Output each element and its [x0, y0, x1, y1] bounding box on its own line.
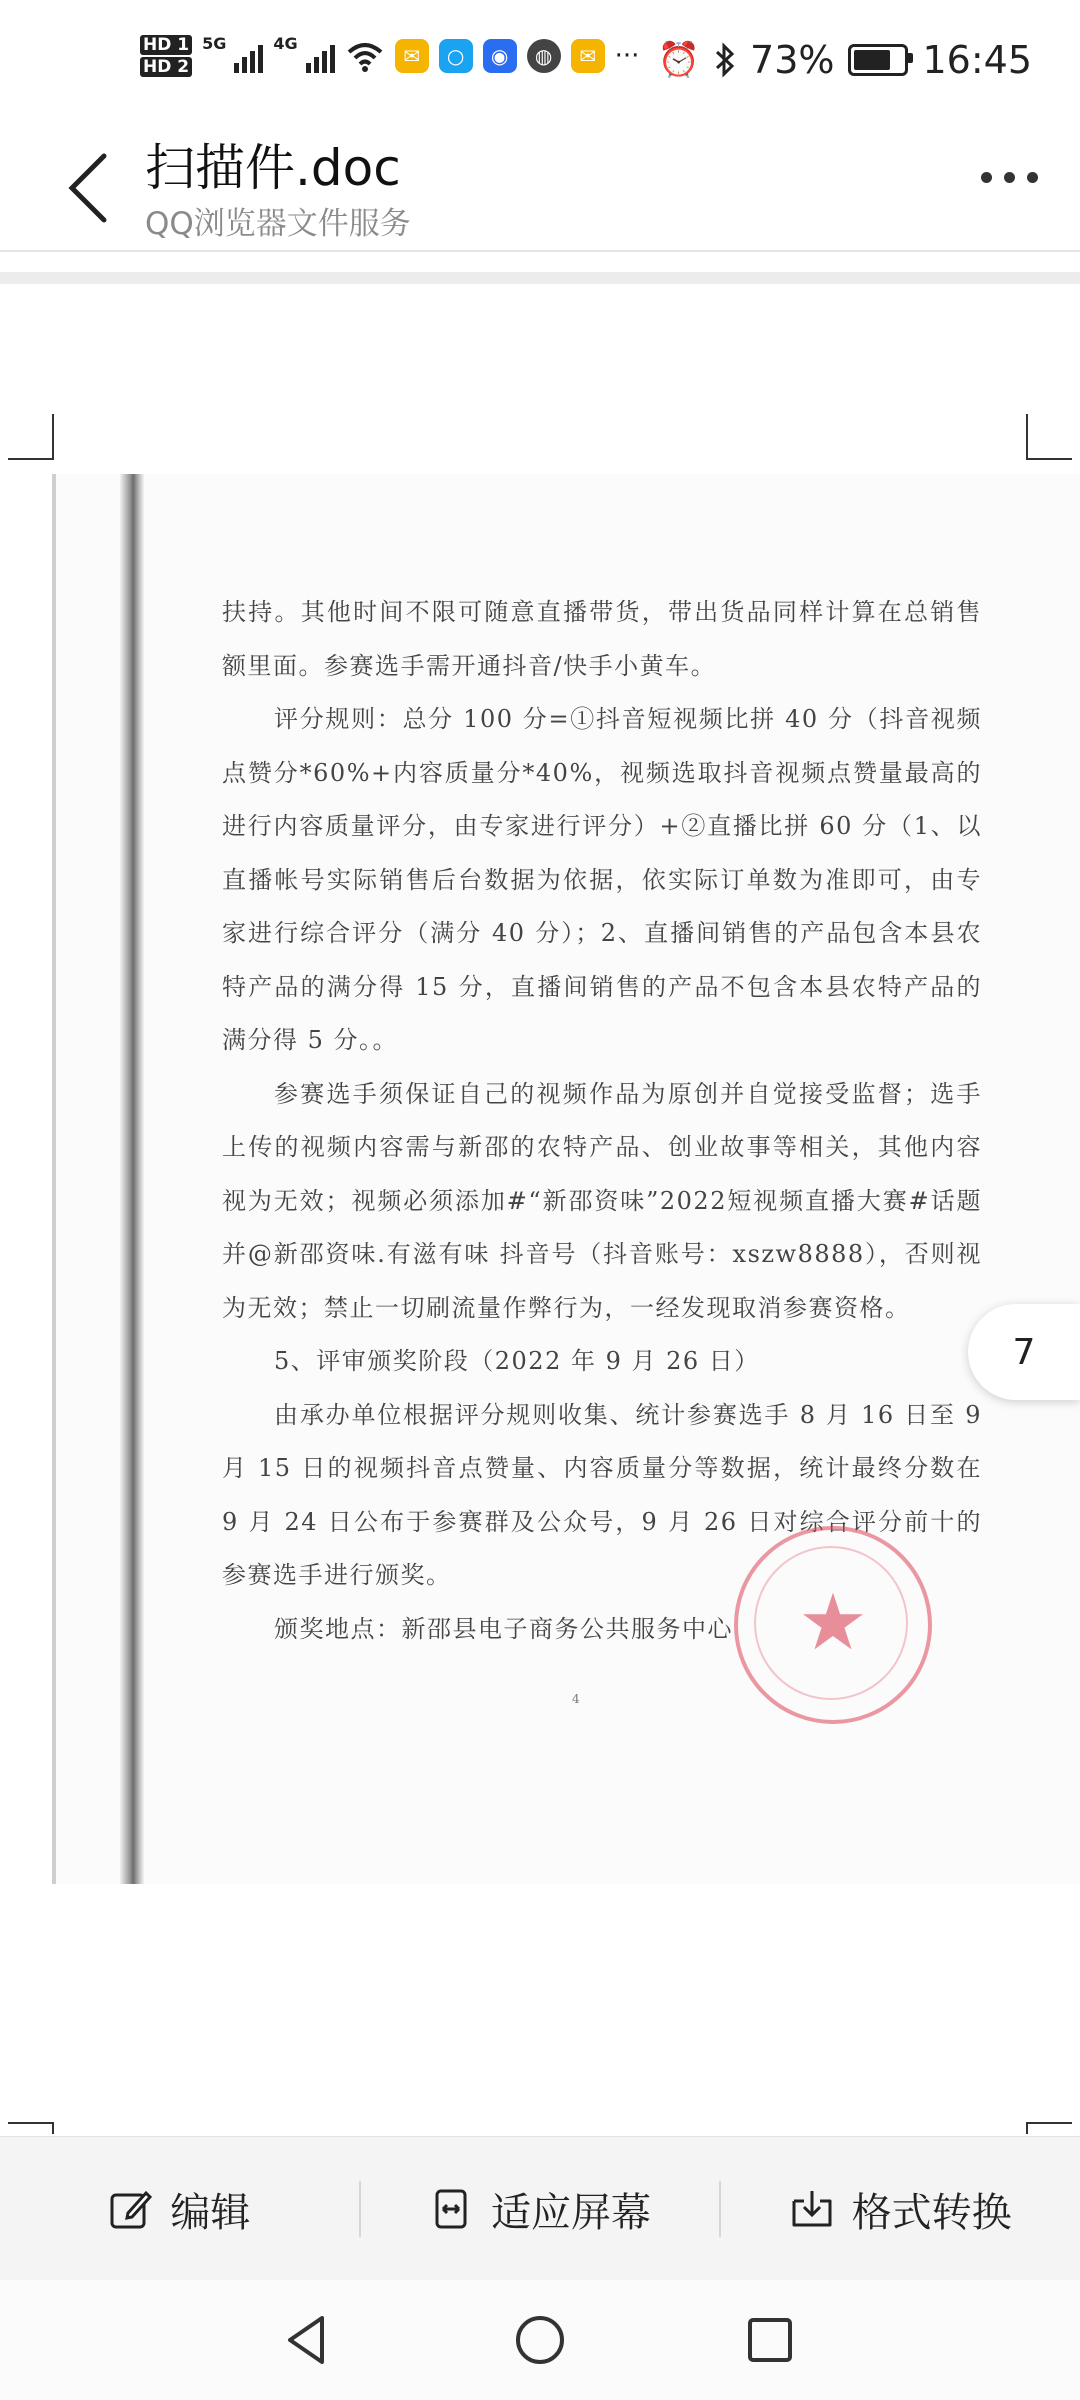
download-convert-icon — [790, 2187, 834, 2231]
mail-icon: ✉ — [571, 39, 605, 73]
fit-screen-icon — [429, 2187, 473, 2231]
page-corner-mark — [1026, 414, 1072, 460]
wifi-icon — [345, 40, 385, 72]
scanned-page — [52, 474, 1080, 1884]
paragraph: 扶持。其他时间不限可随意直播带货，带出货品同样计算在总销售额里面。参赛选手需开通抖音/快手小黄车。 — [222, 598, 982, 680]
hd-indicator — [140, 34, 192, 78]
network-5g-label: 5G — [202, 34, 227, 53]
nav-recents-icon[interactable] — [740, 2310, 800, 2370]
signal-icon — [306, 39, 335, 73]
signal-icon — [234, 39, 263, 73]
app-header — [0, 120, 1080, 252]
paragraph: 参赛选手须保证自己的视频作品为原创并自觉接受监督；选手上传的视频内容需与新邵的农特产品、创业故事等相关，其他内容视为无效；视频必须添加#“新邵资味”2022短视频直播大赛#话题并@新邵资味.有滋有味 抖音号（抖音账号：xszw8888），否则视为无效；禁止一切刷流量作弊行为，一经发现取消参赛资格。 — [222, 1079, 982, 1322]
bluetooth-icon — [714, 42, 736, 78]
more-options-icon[interactable] — [981, 172, 1038, 183]
fit-screen-label: 适应屏幕 — [491, 2189, 651, 2236]
paragraph: 评分规则：总分 100 分=①抖音短视频比拼 40 分（抖音视频点赞分*60%+内容质量分*40%，视频选取抖音视频点赞量最高的进行内容质量评分，由专家进行评分）+②直播比拼 60 分（1、以直播帐号实际销售后台数据为依据，依实际订单数为准即可，由专家进行综合评分（满分 40 分）；2、直播间销售的产品包含本县农特产品的满分得 15 分，直播间销售的产品不包含本县农特产品的满分得 5 分。。 — [222, 705, 982, 1054]
document-viewer[interactable] — [0, 284, 1080, 2134]
alarm-icon: ⏰ — [657, 40, 701, 80]
fit-screen-button[interactable] — [361, 2137, 720, 2281]
page-number: 4 — [572, 1692, 580, 1706]
paragraph: 由承办单位根据评分规则收集、统计参赛选手 8 月 16 日至 9 月 15 日的视频抖音点赞量、内容质量分等数据，统计最终分数在 9 月 24 日公布于参赛群及公众号，9 月 26 日对综合评分前十的参赛选手进行颁奖。 — [222, 1400, 982, 1589]
system-nav-bar — [0, 2280, 1080, 2400]
document-subtitle: QQ浏览器文件服务 — [145, 206, 411, 242]
edit-button[interactable] — [0, 2137, 359, 2281]
edit-icon — [108, 2187, 152, 2231]
page-corner-mark — [8, 414, 54, 460]
mail-icon: ✉ — [395, 39, 429, 73]
page-corner-mark — [8, 2122, 54, 2134]
document-title: 扫描件.doc — [145, 139, 401, 197]
scan-edge — [52, 474, 56, 1884]
basketball-icon: ◍ — [527, 39, 561, 73]
edit-label: 编辑 — [170, 2189, 251, 2236]
divider — [0, 272, 1080, 284]
status-bar — [0, 0, 1080, 130]
section-heading: 5、评审颁奖阶段（2022 年 9 月 26 日） — [274, 1347, 760, 1375]
back-arrow-icon[interactable] — [62, 148, 122, 228]
hd1-badge: HD 1 — [140, 35, 192, 55]
more-notifications-icon: ··· — [614, 41, 640, 71]
scanned-text — [222, 586, 982, 1656]
battery-percent: 73% — [750, 38, 835, 82]
battery-icon — [848, 44, 908, 76]
bulb-icon: ◉ — [483, 39, 517, 73]
nav-back-icon[interactable] — [278, 2310, 338, 2370]
clock: 16:45 — [922, 38, 1032, 82]
search-app-icon: ○ — [439, 39, 473, 73]
current-page-indicator[interactable]: 7 — [968, 1304, 1080, 1400]
page-corner-mark — [1026, 2122, 1072, 2134]
official-seal-stamp: ★ — [734, 1526, 932, 1724]
nav-home-icon[interactable] — [510, 2310, 570, 2370]
hd2-badge: HD 2 — [140, 57, 192, 77]
format-convert-button[interactable] — [721, 2137, 1080, 2281]
book-spine-shadow — [120, 474, 144, 1884]
paragraph: 颁奖地点：新邵县电子商务公共服务中心 — [274, 1614, 733, 1643]
network-4g-label: 4G — [273, 34, 298, 53]
bottom-toolbar — [0, 2136, 1080, 2281]
format-convert-label: 格式转换 — [851, 2189, 1012, 2236]
